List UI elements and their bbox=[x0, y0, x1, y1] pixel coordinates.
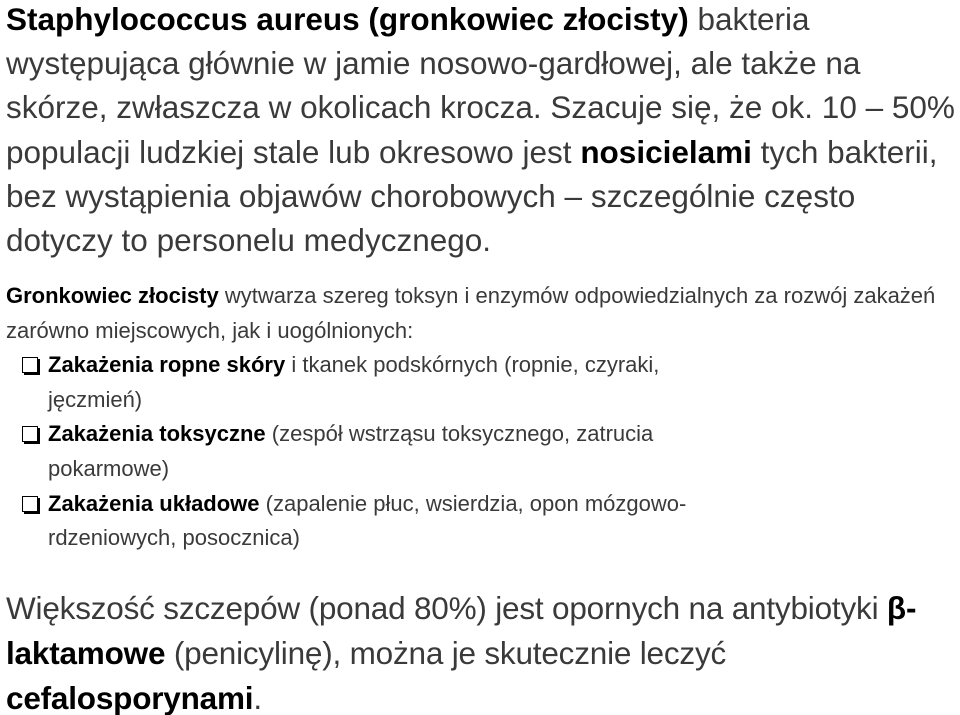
paragraph3-text-b: (penicylinę), można je skutecznie leczyć bbox=[165, 634, 727, 671]
list-item bbox=[6, 417, 956, 452]
cephalosporins-term: cefalosporynami bbox=[6, 679, 254, 715]
paragraph1-text-b: tych bakterii, bez wystąpienia objawów chorobowych – szczególnie często dotyczy to personelu medycznego. bbox=[6, 133, 938, 259]
list-item bbox=[6, 348, 956, 383]
toxins-intro-text: wytwarza szereg toksyn i enzymów odpowiedzialnych za rozwój zakażeń zarówno miejscowych, jak i uogólnionych: bbox=[6, 283, 936, 343]
paragraph-resistance bbox=[6, 586, 960, 715]
paragraph3-text-c: . bbox=[253, 679, 262, 715]
beta-lactam-term: β-laktamowe bbox=[6, 590, 917, 671]
checkbox-bullet-icon bbox=[22, 426, 38, 442]
bacteria-name: Staphylococcus aureus (gronkowiec złocisty) bbox=[6, 1, 689, 37]
list-item-bold: Zakażenia ropne skóry bbox=[48, 352, 286, 378]
toxins-intro-bold: Gronkowiec złocisty bbox=[6, 283, 219, 308]
list-item-continuation: jęczmień) bbox=[48, 386, 143, 412]
list-item-continuation: pokarmowe) bbox=[48, 455, 170, 481]
list-item-text: i tkanek podskórnych (ropnie, czyraki, bbox=[285, 352, 660, 378]
list-item-continuation: rdzeniowych, posocznica) bbox=[48, 525, 300, 551]
paragraph3-text-a: Większość szczepów (ponad 80%) jest opornych na antybiotyki bbox=[6, 590, 887, 626]
checkbox-bullet-icon bbox=[22, 496, 38, 512]
paragraph-toxins bbox=[6, 279, 956, 556]
list-item-text: (zespół wstrząsu toksycznego, zatrucia bbox=[265, 421, 654, 447]
list-item-text: (zapalenie płuc, wsierdzia, opon mózgowo- bbox=[259, 490, 687, 516]
paragraph1-text-a: bakteria występująca głównie w jamie nosowo-gardłowej, ale także na skórze, zwłaszcza w okolicach krocza. Szacuje się, że ok. 10 – 50% populacji ludzkiej stale lub okresowo jest bbox=[6, 1, 955, 170]
list-item bbox=[6, 487, 956, 522]
checkbox-bullet-icon bbox=[22, 357, 38, 373]
list-item-bold: Zakażenia toksyczne bbox=[48, 421, 266, 447]
list-item-bold: Zakażenia układowe bbox=[48, 490, 260, 516]
carriers-term: nosicielami bbox=[580, 133, 752, 170]
paragraph-staph-description bbox=[6, 0, 956, 262]
